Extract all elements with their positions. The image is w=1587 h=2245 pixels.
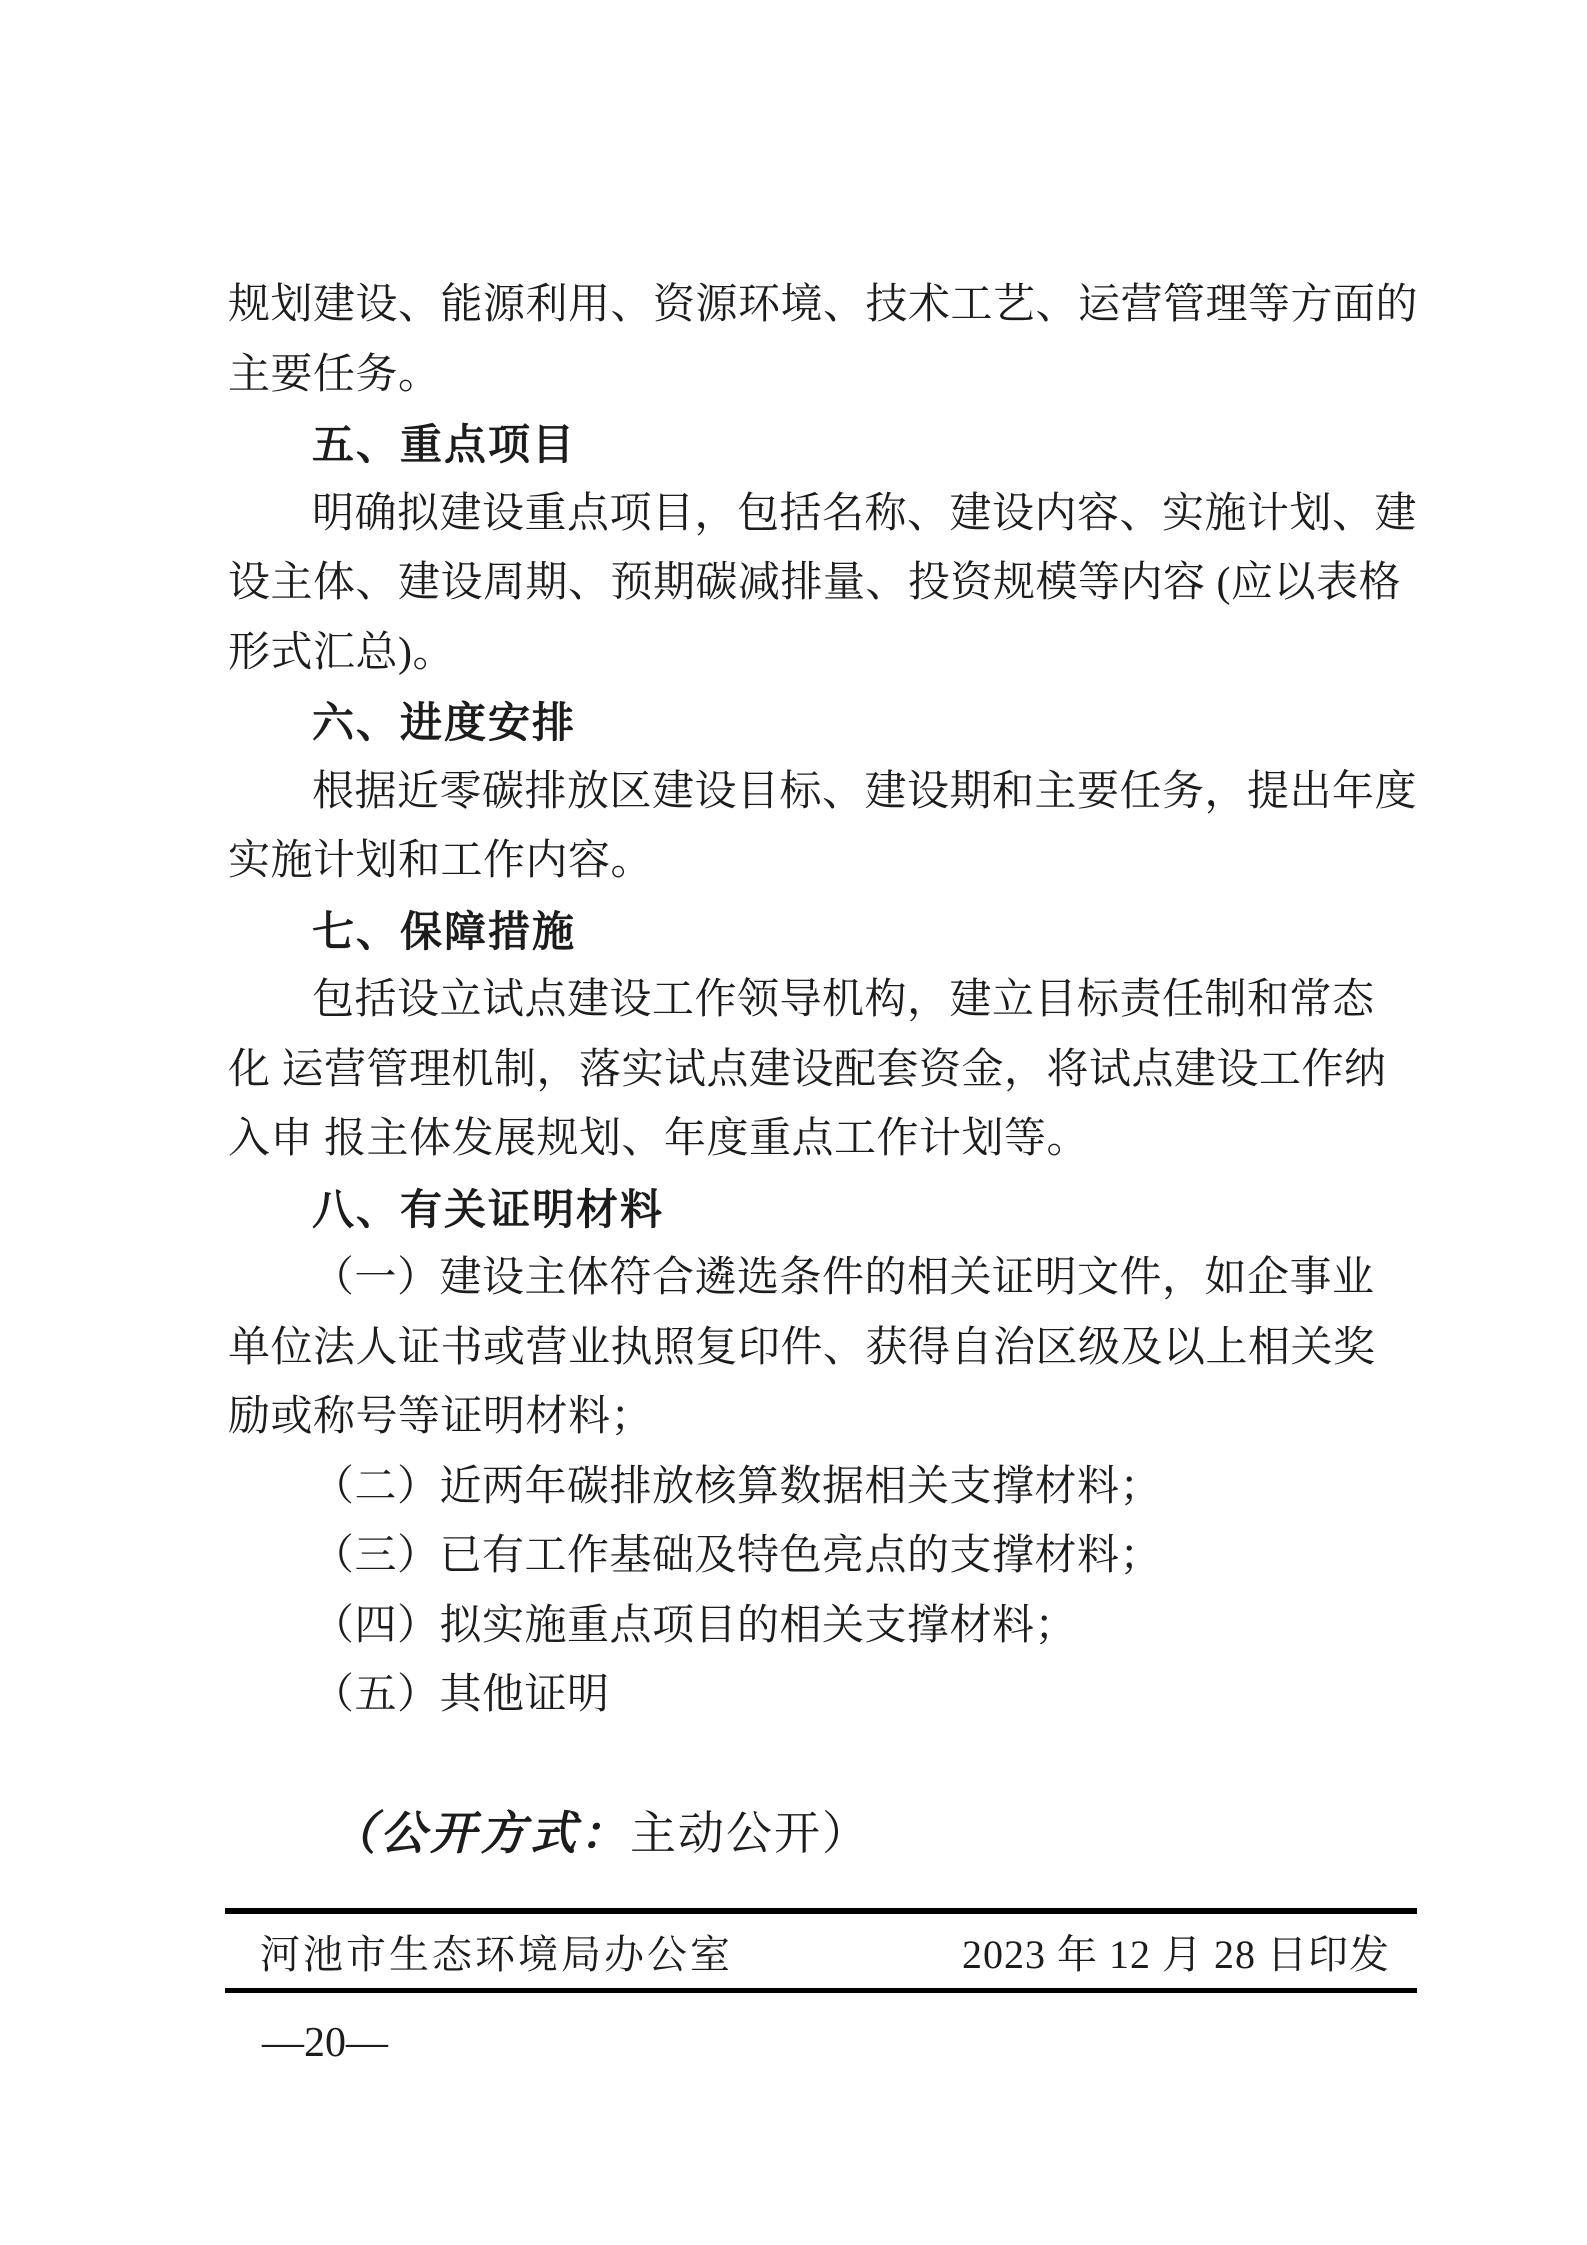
footer-office: 河池市生态环境局办公室 bbox=[260, 1931, 733, 1977]
footer-divider-bottom bbox=[225, 1988, 1417, 1993]
document-body bbox=[228, 271, 1419, 1731]
section-heading: 五、重点项目 bbox=[312, 421, 577, 468]
list-item-line: （五）其他证明 bbox=[312, 1672, 610, 1718]
list-item-line: （二）近两年碳排放核算数据相关支撑材料； bbox=[312, 1463, 1163, 1510]
footer-divider-top bbox=[225, 1908, 1417, 1914]
text-line: 设主体、建设周期、预期碳减排量、投资规模等内容 (应以表格 bbox=[228, 560, 1401, 606]
page-number: —20— bbox=[262, 2020, 388, 2066]
text-line: 单位法人证书或营业执照复印件、获得自治区级及以上相关奖 bbox=[228, 1324, 1376, 1371]
text-line: 明确拟建设重点项目，包括名称、建设内容、实施计划、建 bbox=[312, 490, 1418, 537]
section-heading: 七、保障措施 bbox=[312, 907, 577, 955]
publicity-method-label: （公开方式： bbox=[330, 1808, 630, 1859]
text-line: 包括设立试点建设工作领导机构，建立目标责任制和常态 bbox=[312, 977, 1375, 1023]
list-item-line: （四）拟实施重点项目的相关支撑材料； bbox=[312, 1602, 1078, 1649]
text-line: 根据近零碳排放区建设目标、建设期和主要任务，提出年度 bbox=[312, 768, 1418, 815]
text-line: 入申 报主体发展规划、年度重点工作计划等。 bbox=[228, 1116, 1090, 1162]
publicity-note bbox=[330, 1798, 870, 1870]
text-line: 主要任务。 bbox=[228, 351, 441, 398]
text-line: 形式汇总)。 bbox=[228, 629, 455, 676]
section-heading: 八、有关证明材料 bbox=[312, 1185, 665, 1233]
footer bbox=[260, 1918, 1390, 1984]
text-line: 励或称号等证明材料； bbox=[228, 1394, 654, 1440]
section-heading: 六、进度安排 bbox=[312, 699, 577, 746]
publicity-method-value: 主动公开） bbox=[630, 1808, 870, 1859]
text-line: 化 运营管理机制，落实试点建设配套资金，将试点建设工作纳 bbox=[228, 1046, 1387, 1093]
text-line: 规划建设、能源利用、资源环境、技术工艺、运营管理等方面的 bbox=[228, 282, 1419, 328]
list-item-line: （一）建设主体符合遴选条件的相关证明文件，如企事业 bbox=[312, 1255, 1375, 1301]
list-item-line: （三）已有工作基础及特色亮点的支撑材料； bbox=[312, 1533, 1163, 1579]
footer-print-date: 2023 年 12 月 28 日印发 bbox=[962, 1931, 1390, 1977]
text-line: 实施计划和工作内容。 bbox=[228, 838, 654, 884]
